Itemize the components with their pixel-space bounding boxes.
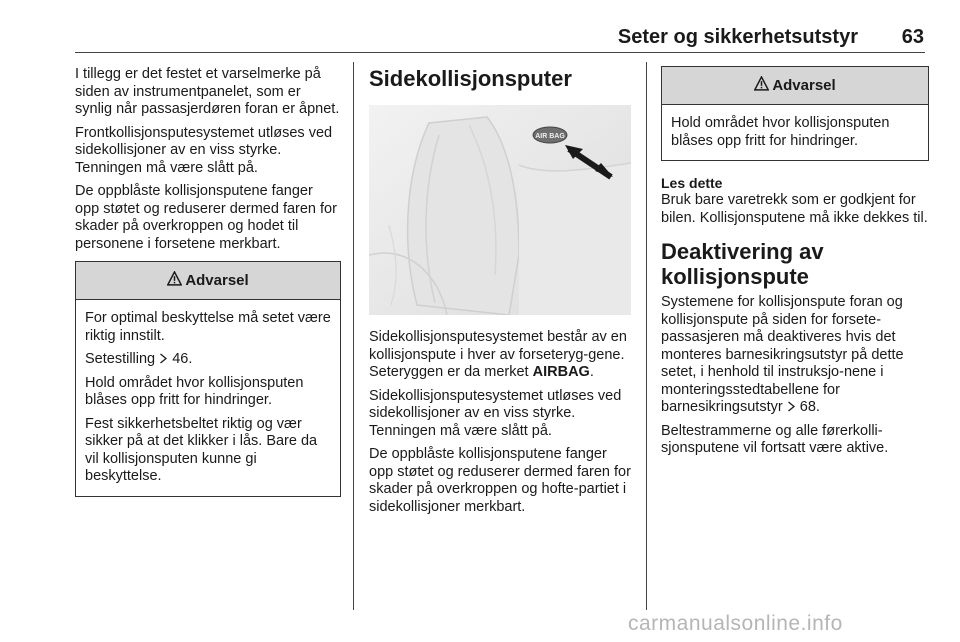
warning-heading [662,67,928,105]
paragraph [661,294,929,417]
paragraph-text: Sidekollisjonsputesystemet består av en kollisjonspute i hver av forseteryg-gene. Seteryggen er da merket [369,329,627,380]
warning-text: For optimal beskyttelse må setet være riktig innstilt. [85,310,331,344]
page-ref-arrow-icon [159,351,168,367]
airbag-label: AIRBAG [532,364,590,380]
warning-heading [76,262,340,300]
paragraph: Beltestrammerne og alle førerkolli-sjonsputene vil fortsatt være aktive. [661,422,889,456]
column-divider [353,62,354,610]
warning-body [76,300,340,496]
warning-text: Hold området hvor kollisjonsputen blåses opp fritt for hindringer. [85,374,304,408]
page-header-title: Seter og sikkerhetsutstyr [617,26,858,48]
page-reference[interactable]: 68. [799,399,820,415]
airbag-badge-text: AIR BAG [535,133,565,140]
page-reference[interactable]: 46. [172,351,193,367]
warning-box [75,261,341,497]
paragraph: I tillegg er det festet et varselmerke på siden av instrumentpanelet, som er synlig når passasjerdøren foran er åpnet. [75,66,340,117]
section-heading: Sidekollisjonsputer [369,66,572,91]
warning-text: Hold området hvor kollisjonsputen blåses opp fritt for hindringer. [671,115,890,149]
column-left [75,66,341,497]
warning-body [662,105,928,160]
warning-heading-text: Advarsel [772,77,836,94]
column-divider [646,62,647,610]
warning-text: Fest sikkerhetsbeltet riktig og vær sikker på at det klikker i lås. Bare da vil kollisjonsputen kunne gi beskyttelse. [85,415,318,484]
warning-triangle-icon [167,271,182,290]
watermark: carmanualsonline.info [628,612,843,635]
warning-text [85,351,331,369]
paragraph: De oppblåste kollisjonsputene fanger opp støtet og reduserer dermed faren for skader på overkroppen og hofte-partiet i sidekollisjoner merkbart. [369,446,631,515]
warning-triangle-icon [754,76,769,95]
paragraph [369,329,633,382]
warning-box [661,66,929,161]
paragraph-text: . [589,364,594,380]
note-heading: Les dette [661,175,723,191]
column-right [661,66,929,464]
paragraph: De oppblåste kollisjonsputene fanger opp støtet og reduserer dermed faren for skader på overkroppen og hodet til personene i forsetene merkbart. [75,183,337,252]
paragraph: Frontkollisjonsputesystemet utløses ved sidekollisjoner av en viss styrke. Tenningen må være slått på. [75,124,333,176]
warning-heading-text: Advarsel [185,272,249,289]
seat-airbag-illustration [369,105,631,315]
section-heading: Deaktivering av kollisjonspute [661,239,824,289]
header-rule [75,52,925,53]
paragraph: Sidekollisjonsputesystemet utløses ved sidekollisjoner av en viss styrke. Tenningen må være slått på. [369,387,622,439]
page-number: 63 [901,26,924,48]
paragraph-text: Systemene for kollisjonspute foran og kollisjonspute på siden for forsete-passasjeren må deaktiveres hvis det monteres barnesikringsutstyr på dette setet, i henhold til instruksjo-nene i monteringsstedtabellene for barnesikringsutstyr [661,294,904,415]
column-middle [369,66,633,522]
page-ref-arrow-icon [787,399,796,415]
note-text: Bruk bare varetrekk som er godkjent for bilen. Kollisjonsputene må ikke dekkes til. [661,192,928,226]
ref-text: Setestilling [85,351,160,367]
